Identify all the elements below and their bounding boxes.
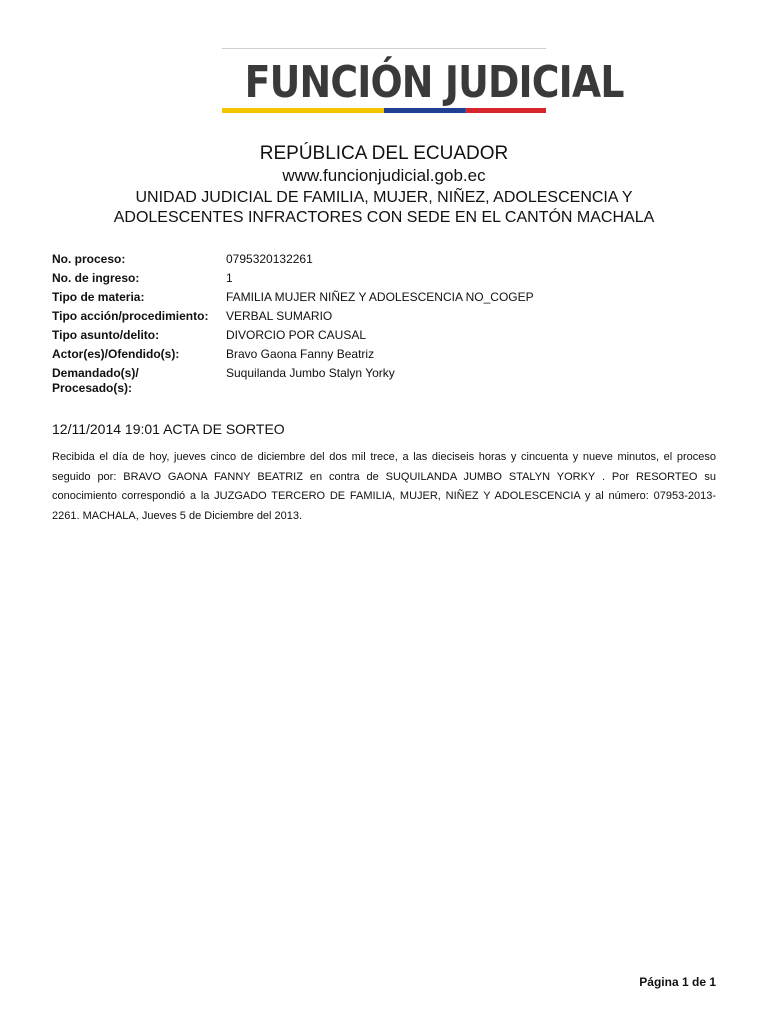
info-label: Demandado(s)/ Procesado(s): [52, 366, 139, 395]
info-row-asunto [52, 326, 722, 345]
info-value: Suquilanda Jumbo Stalyn Yorky [226, 366, 395, 380]
document-header [0, 143, 768, 228]
info-value: Bravo Gaona Fanny Beatriz [226, 347, 375, 361]
info-value: FAMILIA MUJER NIÑEZ Y ADOLESCENCIA NO_COGEP [226, 290, 534, 304]
entry-title: 12/11/2014 19:01 ACTA DE SORTEO [52, 421, 285, 437]
country-title: REPÚBLICA DEL ECUADOR [259, 143, 509, 164]
info-row-demandado [52, 364, 722, 398]
info-row-ingreso [52, 269, 722, 288]
info-row-actor [52, 345, 722, 364]
unit-name-line1: UNIDAD JUDICIAL DE FAMILIA, MUJER, NIÑEZ, ADOLESCENCIA Y [135, 189, 633, 206]
info-label: No. de ingreso: [52, 271, 140, 285]
info-value: 1 [226, 271, 233, 285]
flag-red [465, 108, 546, 113]
flag-blue [384, 108, 465, 113]
page-number: Página 1 de 1 [639, 975, 716, 989]
info-value: VERBAL SUMARIO [226, 309, 333, 323]
info-label: No. proceso: [52, 252, 126, 266]
info-label: Actor(es)/Ofendido(s): [52, 347, 180, 361]
flag-yellow [222, 108, 384, 113]
info-row-proceso [52, 250, 722, 269]
logo-text: FUNCIÓN JUDICIAL [244, 57, 624, 108]
info-row-materia [52, 288, 722, 307]
entry-body: Recibida el día de hoy, jueves cinco de diciembre del dos mil trece, a las dieciseis horas y cincuenta y nueve minutos, el proceso seguido por: BRAVO GAONA FANNY BEATRIZ en contra de SUQUILANDA JUMBO STALYN YORKY . Por RESORTEO su conocimiento correspondió a la JUZGADO TERCERO DE FAMILIA, MUJER, NIÑEZ Y ADOLESCENCIA y al número: 07953-2013-2261. MACHALA, Jueves 5 de Diciembre del 2013. [52, 451, 716, 522]
info-row-accion [52, 307, 722, 326]
info-label: Tipo de materia: [52, 290, 145, 304]
logo-divider [222, 48, 546, 49]
info-value: 0795320132261 [226, 252, 313, 266]
info-value: DIVORCIO POR CAUSAL [226, 328, 367, 342]
website-text: www.funcionjudicial.gob.ec [282, 166, 486, 185]
info-label: Tipo acción/procedimiento: [52, 309, 209, 323]
unit-name-line2: ADOLESCENTES INFRACTORES CON SEDE EN EL CANTÓN MACHALA [113, 209, 655, 226]
flag-stripe [222, 108, 546, 113]
funcion-judicial-logo [222, 48, 624, 113]
info-label: Tipo asunto/delito: [52, 328, 160, 342]
case-info-table [52, 250, 722, 398]
